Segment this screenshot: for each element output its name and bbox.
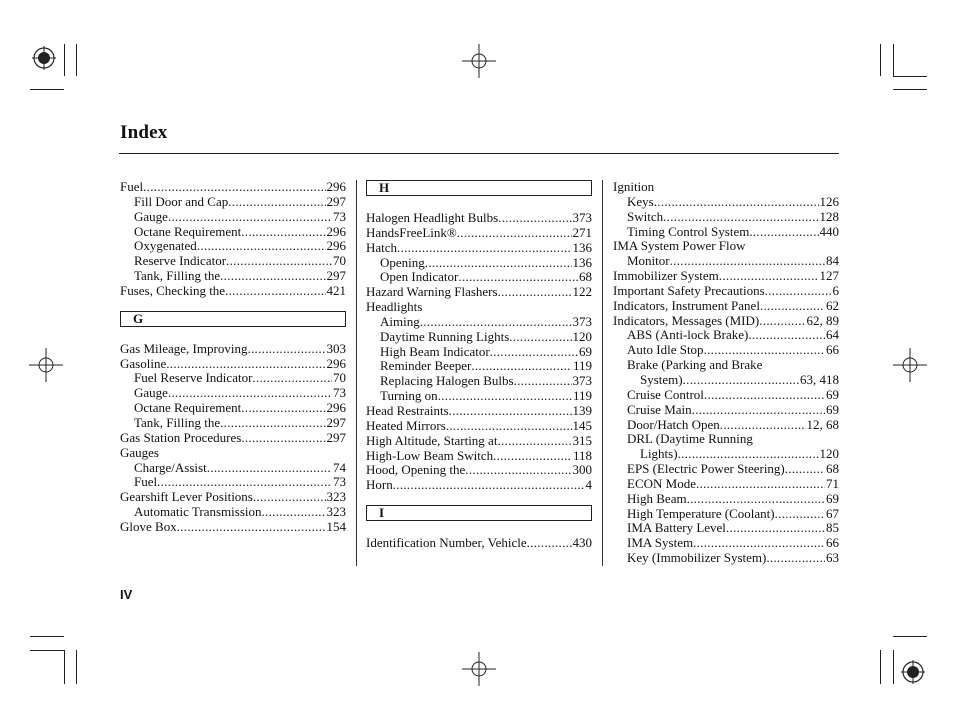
dot-leader xyxy=(704,388,825,403)
entry-label: Door/Hatch Open xyxy=(627,416,720,432)
dot-leader xyxy=(765,284,832,299)
crop-mark xyxy=(76,650,77,684)
entry-label: Keys xyxy=(627,193,654,209)
dot-leader xyxy=(449,404,572,419)
index-heading: Ignition xyxy=(613,179,655,194)
section-letter-heading: G xyxy=(120,311,346,327)
section-letter-heading: I xyxy=(366,505,592,521)
index-subentry xyxy=(613,343,839,358)
entry-label: Fuel xyxy=(120,179,144,194)
page-number: 136 xyxy=(572,254,592,270)
page-number: 62, 89 xyxy=(806,312,839,328)
page-number: 303 xyxy=(326,340,346,356)
index-column-3 xyxy=(613,180,839,566)
dot-leader xyxy=(438,389,572,404)
dot-leader xyxy=(748,328,825,343)
entry-label: Reserve Indicator xyxy=(134,253,227,269)
index-entry xyxy=(366,211,592,226)
index-subentry xyxy=(613,507,839,522)
dot-leader xyxy=(465,463,571,478)
page-number: 73 xyxy=(333,474,346,490)
dot-leader xyxy=(397,241,571,256)
dot-leader xyxy=(775,507,825,522)
page-number: 323 xyxy=(326,489,346,505)
index-subentry xyxy=(613,254,839,269)
dot-leader xyxy=(247,342,325,357)
crop-mark xyxy=(30,636,64,637)
entry-label: Fill Door and Cap xyxy=(134,193,229,209)
index-subentry xyxy=(366,270,592,285)
index-entry xyxy=(120,520,346,535)
index-entry xyxy=(366,285,592,300)
entry-label: Identification Number, Vehicle xyxy=(366,535,527,551)
page-number: 297 xyxy=(326,414,346,430)
page-number: 73 xyxy=(333,208,346,224)
page-number: 69 xyxy=(579,343,592,359)
entry-label: Horn xyxy=(366,477,393,493)
dot-leader xyxy=(420,315,572,330)
crop-mark xyxy=(64,650,65,684)
entry-label: Hazard Warning Flashers xyxy=(366,284,498,300)
dot-leader xyxy=(514,374,572,389)
dot-leader xyxy=(785,462,825,477)
page-number: 120 xyxy=(572,328,592,344)
dot-leader xyxy=(696,477,825,492)
page-number: 12, 68 xyxy=(806,416,839,432)
dot-leader xyxy=(720,418,806,433)
dot-leader xyxy=(166,357,325,372)
page-number: 69 xyxy=(826,386,839,402)
index-entry xyxy=(366,434,592,449)
entry-label: Daytime Running Lights xyxy=(380,328,510,344)
dot-leader xyxy=(143,180,325,195)
page-number: 297 xyxy=(326,193,346,209)
dot-leader xyxy=(509,330,571,345)
dot-leader xyxy=(252,371,332,386)
index-subentry xyxy=(366,330,592,345)
page-number: 296 xyxy=(326,179,346,194)
dot-leader xyxy=(693,536,825,551)
index-entry xyxy=(366,419,592,434)
index-subentry xyxy=(366,374,592,389)
index-heading: DRL (Daytime Running xyxy=(627,431,753,447)
page-number: 297 xyxy=(326,429,346,445)
index-subentry xyxy=(613,551,839,566)
page-title: Index xyxy=(120,122,168,143)
page-number: 85 xyxy=(826,520,839,536)
page-number: 323 xyxy=(326,504,346,520)
index-heading: Headlights xyxy=(366,299,423,315)
index-subentry xyxy=(120,505,346,520)
crop-mark xyxy=(893,76,927,77)
crop-mark xyxy=(880,44,881,76)
dot-leader xyxy=(749,225,818,240)
page-number: 6 xyxy=(832,282,839,298)
dot-leader xyxy=(197,239,326,254)
index-subentry xyxy=(613,521,839,536)
dot-leader xyxy=(228,195,325,210)
crop-mark xyxy=(893,636,927,637)
entry-label: Important Safety Precautions xyxy=(613,282,765,298)
index-subentry xyxy=(613,328,839,343)
entry-label: Cruise Main xyxy=(627,401,692,417)
page-number: 64 xyxy=(826,327,839,343)
entry-label: Automatic Transmission xyxy=(134,504,262,520)
dot-leader xyxy=(760,299,825,314)
index-entry xyxy=(613,284,839,299)
index-subentry xyxy=(120,401,346,416)
entry-label: Turning on xyxy=(380,388,438,404)
page-number: 69 xyxy=(826,401,839,417)
page-number: 4 xyxy=(585,477,592,493)
entry-label: Charge/Assist xyxy=(134,459,207,475)
entry-label: Reminder Beeper xyxy=(380,358,472,374)
page-number: 373 xyxy=(572,373,592,389)
entry-label: Cruise Control xyxy=(627,386,704,402)
index-subentry xyxy=(366,389,592,404)
entry-label: IMA Battery Level xyxy=(627,520,726,536)
page-number: 296 xyxy=(326,400,346,416)
dot-leader xyxy=(241,431,325,446)
entry-label: Open Indicator xyxy=(380,269,459,285)
index-subentry xyxy=(613,373,839,388)
entry-label: Octane Requirement xyxy=(134,400,242,416)
section-letter-heading: H xyxy=(366,180,592,196)
entry-label: Head Restraints xyxy=(366,402,449,418)
index-subentry xyxy=(120,239,346,254)
registration-crosshair-bottom xyxy=(462,652,496,686)
entry-label: Immobilizer System xyxy=(613,268,719,284)
entry-label: Hatch xyxy=(366,239,398,255)
index-heading: Gauges xyxy=(120,444,159,460)
page-number: 63, 418 xyxy=(800,371,839,387)
dot-leader xyxy=(157,475,332,490)
entry-label: ECON Mode xyxy=(627,475,696,491)
registration-crosshair-right xyxy=(893,348,927,382)
entry-label: Oxygenated xyxy=(134,238,197,254)
page-number: 119 xyxy=(572,358,592,374)
index-subentry xyxy=(613,536,839,551)
dot-leader xyxy=(670,254,825,269)
index-subentry xyxy=(613,477,839,492)
dot-leader xyxy=(497,434,571,449)
page-number: 66 xyxy=(826,342,839,358)
index-subentry xyxy=(613,447,839,462)
dot-leader xyxy=(241,225,325,240)
dot-leader xyxy=(490,345,578,360)
index-subentry xyxy=(366,315,592,330)
index-subentry xyxy=(613,195,839,210)
entry-label: High-Low Beam Switch xyxy=(366,447,494,463)
index-heading: Brake (Parking and Brake xyxy=(627,357,763,373)
dot-leader xyxy=(498,285,572,300)
dot-leader xyxy=(704,343,825,358)
dot-leader xyxy=(241,401,325,416)
index-entry xyxy=(613,269,839,284)
column-divider xyxy=(602,180,603,566)
page-number: 71 xyxy=(826,475,839,491)
dot-leader xyxy=(220,416,325,431)
page-number: 119 xyxy=(572,388,592,404)
entry-label: Glove Box xyxy=(120,518,177,534)
index-entry xyxy=(120,342,346,357)
index-subentry xyxy=(366,345,592,360)
index-entry xyxy=(366,404,592,419)
entry-label: Heated Mirrors xyxy=(366,417,446,433)
dot-leader xyxy=(726,521,825,536)
index-entry xyxy=(613,299,839,314)
index-subentry xyxy=(613,388,839,403)
dot-leader xyxy=(207,461,332,476)
entry-label: Fuses, Checking the xyxy=(120,282,226,298)
dot-leader xyxy=(654,195,819,210)
page-number: 296 xyxy=(326,355,346,371)
index-subentry xyxy=(120,225,346,240)
dot-leader xyxy=(446,419,572,434)
page-number: 300 xyxy=(572,462,592,478)
index-entry xyxy=(366,463,592,478)
entry-label: Auto Idle Stop xyxy=(627,342,704,358)
dot-leader xyxy=(262,505,326,520)
dot-leader xyxy=(457,226,572,241)
entry-label: Hood, Opening the xyxy=(366,462,466,478)
crop-mark xyxy=(893,44,894,76)
page-number: 297 xyxy=(326,268,346,284)
registration-mark-bottom-right xyxy=(897,656,929,688)
index-subentry xyxy=(613,210,839,225)
entry-label: HandsFreeLink® xyxy=(366,224,457,240)
entry-label: Gauge xyxy=(134,208,168,224)
index-column-2 xyxy=(366,180,592,551)
entry-label: Gas Station Procedures xyxy=(120,429,242,445)
entry-label: Switch xyxy=(627,208,664,224)
page-number: 68 xyxy=(826,461,839,477)
index-subentry xyxy=(120,386,346,401)
page-number: 373 xyxy=(572,313,592,329)
entry-label: Lights) xyxy=(640,446,678,462)
dot-leader xyxy=(692,403,825,418)
dot-leader xyxy=(425,256,572,271)
dot-leader xyxy=(766,551,825,566)
registration-mark-top-left xyxy=(30,44,62,76)
index-subentry xyxy=(366,256,592,271)
entry-label: Monitor xyxy=(627,253,670,269)
entry-label: Tank, Filling the xyxy=(134,414,221,430)
index-subentry xyxy=(120,371,346,386)
entry-label: Fuel xyxy=(134,474,158,490)
dot-leader xyxy=(226,254,332,269)
index-subentry xyxy=(120,269,346,284)
dot-leader xyxy=(687,492,825,507)
index-entry xyxy=(366,478,592,493)
page-number: 136 xyxy=(572,239,592,255)
dot-leader xyxy=(759,314,805,329)
entry-label: High Beam xyxy=(627,490,687,506)
page-number: 120 xyxy=(819,446,839,462)
crop-mark xyxy=(30,650,64,651)
page-number: 271 xyxy=(572,224,592,240)
page-code: IV xyxy=(120,587,133,602)
dot-leader xyxy=(393,478,585,493)
dot-leader xyxy=(225,284,325,299)
page-number: 70 xyxy=(333,370,346,386)
index-subentry xyxy=(120,475,346,490)
crop-mark xyxy=(64,44,65,76)
entry-label: Replacing Halogen Bulbs xyxy=(380,373,514,389)
dot-leader xyxy=(678,447,819,462)
index-entry xyxy=(120,431,346,446)
dot-leader xyxy=(663,210,818,225)
dot-leader xyxy=(177,520,326,535)
crop-mark xyxy=(880,650,881,684)
page-number: 145 xyxy=(572,417,592,433)
page-number: 70 xyxy=(333,253,346,269)
dot-leader xyxy=(493,449,572,464)
entry-label: EPS (Electric Power Steering) xyxy=(627,461,785,477)
index-subentry xyxy=(613,462,839,477)
page-number: 430 xyxy=(572,535,592,551)
page-number: 62 xyxy=(826,297,839,313)
index-subentry xyxy=(366,359,592,374)
index-column-1 xyxy=(120,180,346,535)
entry-label: Indicators, Instrument Panel xyxy=(613,297,760,313)
entry-label: Tank, Filling the xyxy=(134,268,221,284)
page-number: 139 xyxy=(572,402,592,418)
crop-mark xyxy=(893,650,894,684)
index-entry xyxy=(366,449,592,464)
dot-leader xyxy=(168,386,332,401)
entry-label: Opening xyxy=(380,254,425,270)
index-subentry xyxy=(120,254,346,269)
entry-label: System) xyxy=(640,371,683,387)
entry-label: Gearshift Lever Positions xyxy=(120,489,253,505)
entry-label: Octane Requirement xyxy=(134,223,242,239)
page-number: 66 xyxy=(826,535,839,551)
index-subentry xyxy=(120,461,346,476)
entry-label: IMA System xyxy=(627,535,694,551)
page-number: 296 xyxy=(326,223,346,239)
page-number: 122 xyxy=(572,284,592,300)
entry-label: High Altitude, Starting at xyxy=(366,432,498,448)
page-number: 154 xyxy=(326,518,346,534)
column-divider xyxy=(356,180,357,566)
page-number: 440 xyxy=(819,223,839,239)
registration-crosshair-top xyxy=(462,44,496,78)
crop-mark xyxy=(30,89,64,90)
index-subentry xyxy=(120,416,346,431)
index-subentry xyxy=(120,195,346,210)
page-number: 67 xyxy=(826,505,839,521)
index-entry xyxy=(613,314,839,329)
page-number: 68 xyxy=(579,269,592,285)
entry-label: Key (Immobilizer System) xyxy=(627,550,767,566)
dot-leader xyxy=(253,490,326,505)
page-number: 373 xyxy=(572,210,592,225)
dot-leader xyxy=(683,373,799,388)
index-subentry xyxy=(613,418,839,433)
index-heading: IMA System Power Flow xyxy=(613,238,746,254)
page-number: 315 xyxy=(572,432,592,448)
entry-label: Gasoline xyxy=(120,355,167,371)
crop-mark xyxy=(76,44,77,76)
page-number: 63 xyxy=(826,550,839,566)
entry-label: ABS (Anti-lock Brake) xyxy=(627,327,749,343)
registration-crosshair-left xyxy=(29,348,63,382)
dot-leader xyxy=(498,211,571,226)
page-number: 126 xyxy=(819,193,839,209)
index-entry xyxy=(366,536,592,551)
index-subentry xyxy=(120,210,346,225)
entry-label: Halogen Headlight Bulbs xyxy=(366,210,499,225)
index-subentry xyxy=(613,225,839,240)
entry-label: High Beam Indicator xyxy=(380,343,490,359)
page-number: 74 xyxy=(333,459,346,475)
index-subentry xyxy=(613,403,839,418)
page-number: 127 xyxy=(819,268,839,284)
dot-leader xyxy=(527,536,572,551)
dot-leader xyxy=(471,359,572,374)
index-entry xyxy=(366,226,592,241)
entry-label: Aiming xyxy=(380,313,420,329)
entry-label: Gas Mileage, Improving xyxy=(120,340,248,356)
dot-leader xyxy=(168,210,332,225)
dot-leader xyxy=(719,269,819,284)
entry-label: High Temperature (Coolant) xyxy=(627,505,775,521)
index-subentry xyxy=(613,492,839,507)
index-entry xyxy=(120,284,346,299)
dot-leader xyxy=(220,269,325,284)
page-number: 296 xyxy=(326,238,346,254)
page-number: 73 xyxy=(333,385,346,401)
entry-label: Timing Control System xyxy=(627,223,750,239)
page-number: 69 xyxy=(826,490,839,506)
page-number: 84 xyxy=(826,253,839,269)
page-number: 128 xyxy=(819,208,839,224)
crop-mark xyxy=(893,89,927,90)
index-entry xyxy=(120,357,346,372)
page-number: 421 xyxy=(326,282,346,298)
entry-label: Indicators, Messages (MID) xyxy=(613,312,760,328)
dot-leader xyxy=(458,270,578,285)
entry-label: Fuel Reserve Indicator xyxy=(134,370,253,386)
index-entry xyxy=(120,180,346,195)
entry-label: Gauge xyxy=(134,385,168,401)
index-entry xyxy=(120,490,346,505)
title-divider xyxy=(119,153,839,154)
index-entry xyxy=(366,241,592,256)
page-number: 118 xyxy=(572,447,592,463)
